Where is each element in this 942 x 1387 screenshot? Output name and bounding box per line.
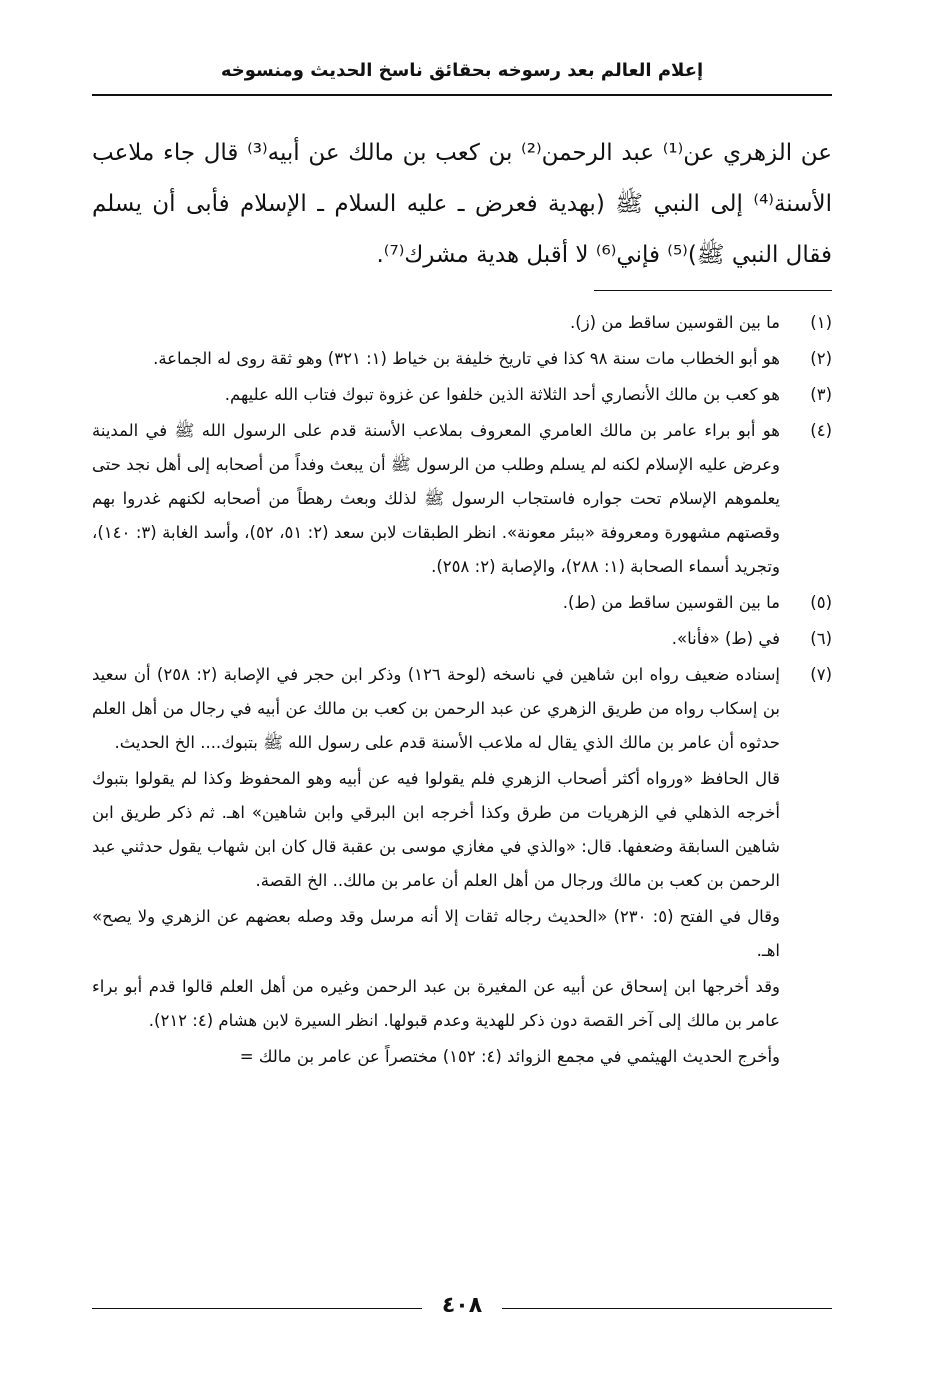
footnote-2 <box>92 342 832 376</box>
footnote-number: (٢) <box>810 349 832 368</box>
footnote-text: قال الحافظ «ورواه أكثر أصحاب الزهري فلم يقولوا فيه عن أبيه وهو المحفوظ وكذا لم يقولوا بتبوك أخرجه الذهلي في الزهريات من طرق وكذا أخرجه ابن البرقي وابن شاهين» اهـ. ثم ذكر طريق ابن شاهين السابقة وضعفها. قال: «والذي في مغازي موسى بن عقبة قال كان ابن شهاب يقول حدثني عبد الرحمن بن كعب بن مالك ورجال من أهل العلم أن عامر بن مالك.. الخ القصة. <box>92 769 780 890</box>
footnote-number: (٧) <box>810 665 832 684</box>
footnote-text: ما بين القوسين ساقط من (ط). <box>562 593 780 612</box>
header-rule <box>92 94 832 96</box>
footer-rule-right <box>502 1308 832 1309</box>
footnote-text: وقال في الفتح (٥: ٢٣٠) «الحديث رجاله ثقات إلا أنه مرسل وقد وصله بعضهم عن الزهري ولا يصح» اهـ. <box>92 907 781 960</box>
main-text <box>92 128 832 281</box>
footnote-1 <box>92 306 832 340</box>
footnote-number: (٥) <box>810 593 832 612</box>
footnote-text: في (ط) «فأنا». <box>671 629 780 648</box>
footnote-text: هو أبو براء عامر بن مالك العامري المعروف بملاعب الأسنة قدم على الرسول الله ﷺ في المدينة وعرض عليه الإسلام لكنه لم يسلم وطلب من الرسول ﷺ أن يبعث وفداً من أصحابه إلى أهل نجد حتى يعلموهم الإسلام تحت جواره فاستجاب الرسول ﷺ لذلك وبعث رهطاً من أصحابه لكنهم غدروا بهم وقصتهم مشهورة ومعروفة «ببئر معونة». انظر الطبقات لابن سعد (٢: ٥١، ٥٢)، وأسد الغابة (٣: ١٤٠)، وتجريد أسماء الصحابة (١: ٢٨٨)، والإصابة (٢: ٢٥٨). <box>92 421 781 576</box>
footnote-number: (٤) <box>810 421 832 440</box>
footnote-text: هو كعب بن مالك الأنصاري أحد الثلاثة الذين خلفوا عن غزوة تبوك فتاب الله عليهم. <box>224 385 780 404</box>
main-paragraph: عن الزهري عن⁽¹⁾ عبد الرحمن⁽²⁾ بن كعب بن مالك عن أبيه⁽³⁾ قال جاء ملاعب الأسنة⁽⁴⁾ إلى النبي ﷺ (بهدية فعرض ـ عليه السلام ـ الإسلام فأبى أن يسلم فقال النبي ﷺ)⁽⁵⁾ فإني⁽⁶⁾ لا أقبل هدية مشرك⁽⁷⁾. <box>92 140 832 268</box>
footnote-text: وقد أخرجها ابن إسحاق عن أبيه عن المغيرة بن عبد الرحمن وغيره من أهل العلم قالوا قدم أبو براء عامر بن مالك إلى آخر القصة دون ذكر للهدية وعدم قبولها. انظر السيرة لابن هشام (٤: ٢١٢). <box>92 977 780 1030</box>
footnote-text: إسناده ضعيف رواه ابن شاهين في ناسخه (لوحة ١٢٦) وذكر ابن حجر في الإصابة (٢: ٢٥٨) أن سعيد بن إسكاب رواه من طريق الزهري عن عبد الرحمن بن كعب بن مالك عن أبيه في رجال من أهل العلم حدثوه أن عامر بن مالك الذي يقال له ملاعب الأسنة قدم على رسول الله ﷺ بتبوك.... الخ الحديث. <box>92 665 781 752</box>
footnotes <box>92 306 832 1076</box>
footnote-text: هو أبو الخطاب مات سنة ٩٨ كذا في تاريخ خليفة بن خياط (١: ٣٢١) وهو ثقة روى له الجماعة. <box>153 349 780 368</box>
page-footer <box>92 1293 832 1323</box>
footnote-5 <box>92 586 832 620</box>
footnote-number: (٣) <box>810 385 832 404</box>
footnote-6 <box>92 622 832 656</box>
footnote-number: (١) <box>810 313 832 332</box>
footnote-7 <box>92 658 832 1074</box>
footnote-text: وأخرج الحديث الهيثمي في مجمع الزوائد (٤: ١٥٢) مختصراً عن عامر بن مالك = <box>239 1047 780 1066</box>
page-number: ٤٠٨ <box>441 1293 483 1318</box>
footnote-separator <box>594 290 832 291</box>
footnote-4 <box>92 414 832 584</box>
running-head: إعلام العالم بعد رسوخه بحقائق ناسخ الحديث ومنسوخه <box>220 60 704 81</box>
footnote-text: ما بين القوسين ساقط من (ز). <box>570 313 780 332</box>
footnote-number: (٦) <box>810 629 832 648</box>
footnote-3 <box>92 378 832 412</box>
